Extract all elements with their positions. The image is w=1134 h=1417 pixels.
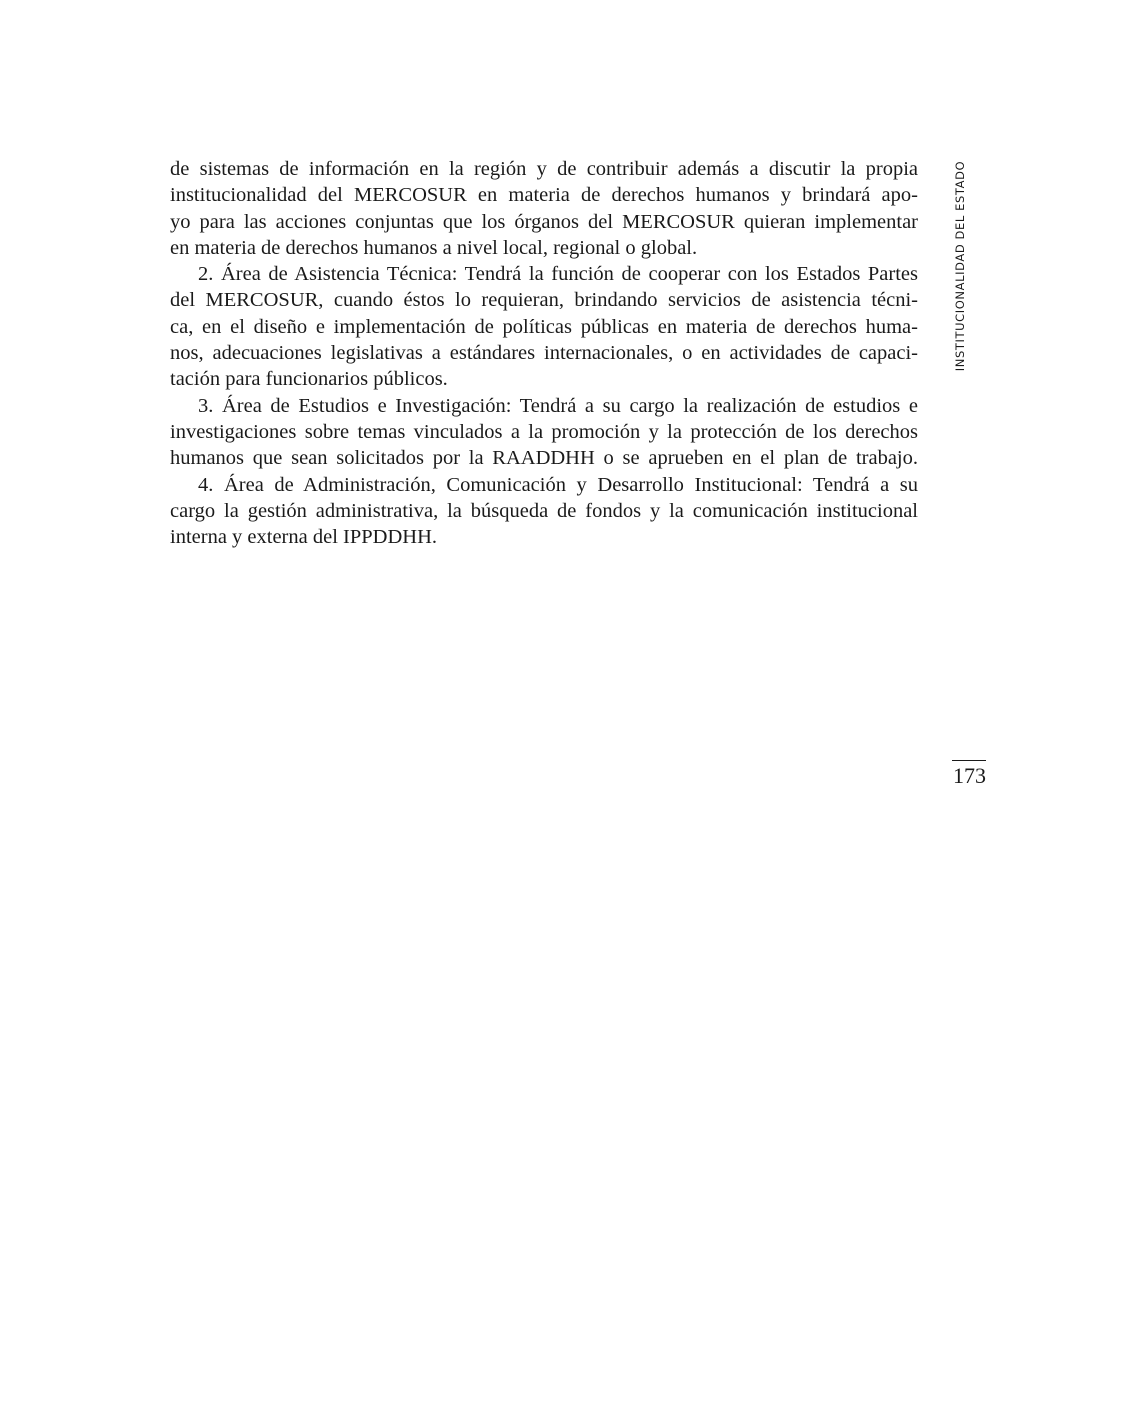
paragraph-estudios-investigacion — [170, 393, 918, 472]
text-line: investigaciones sobre temas vinculados a la promoción y la protección de los derechos — [170, 420, 918, 443]
text-line: humanos que sean solicitados por la RAADDHH o se aprueben en el plan de trabajo. — [170, 447, 918, 470]
paragraph-continuation — [170, 156, 918, 261]
page-number: 173 — [953, 763, 986, 788]
running-header-text: INSTITUCIONALIDAD DEL ESTADO — [953, 160, 968, 372]
paragraph-asistencia-tecnica — [170, 261, 918, 392]
text-line: del MERCOSUR, cuando éstos lo requieran, brindando servicios de asistencia técni- — [170, 289, 918, 312]
text-line: 4. Área de Administración, Comunicación y Desarrollo Institucional: Tendrá a su — [198, 473, 918, 496]
text-line: en materia de derechos humanos a nivel local, regional o global. — [170, 236, 698, 259]
body-text — [170, 156, 918, 550]
text-line: 3. Área de Estudios e Investigación: Tendrá a su cargo la realización de estudios e — [198, 394, 918, 417]
text-line: yo para las acciones conjuntas que los órganos del MERCOSUR quieran implementar — [170, 210, 918, 233]
paragraph-administracion — [170, 472, 918, 551]
text-line: ca, en el diseño e implementación de políticas públicas en materia de derechos huma- — [170, 315, 918, 338]
text-line: cargo la gestión administrativa, la búsqueda de fondos y la comunicación institucional — [170, 499, 918, 522]
page-number-rule — [952, 760, 986, 761]
text-line: tación para funcionarios públicos. — [170, 368, 448, 391]
text-line: nos, adecuaciones legislativas a estándares internacionales, o en actividades de capaci- — [170, 342, 918, 365]
running-header — [948, 157, 972, 375]
text-line: institucionalidad del MERCOSUR en materia de derechos humanos y brindará apo- — [170, 184, 918, 207]
text-line: de sistemas de información en la región y de contribuir además a discutir la propia — [170, 158, 918, 180]
text-line: interna y externa del IPPDDHH. — [170, 526, 438, 549]
text-line: 2. Área de Asistencia Técnica: Tendrá la función de cooperar con los Estados Partes — [198, 263, 918, 286]
